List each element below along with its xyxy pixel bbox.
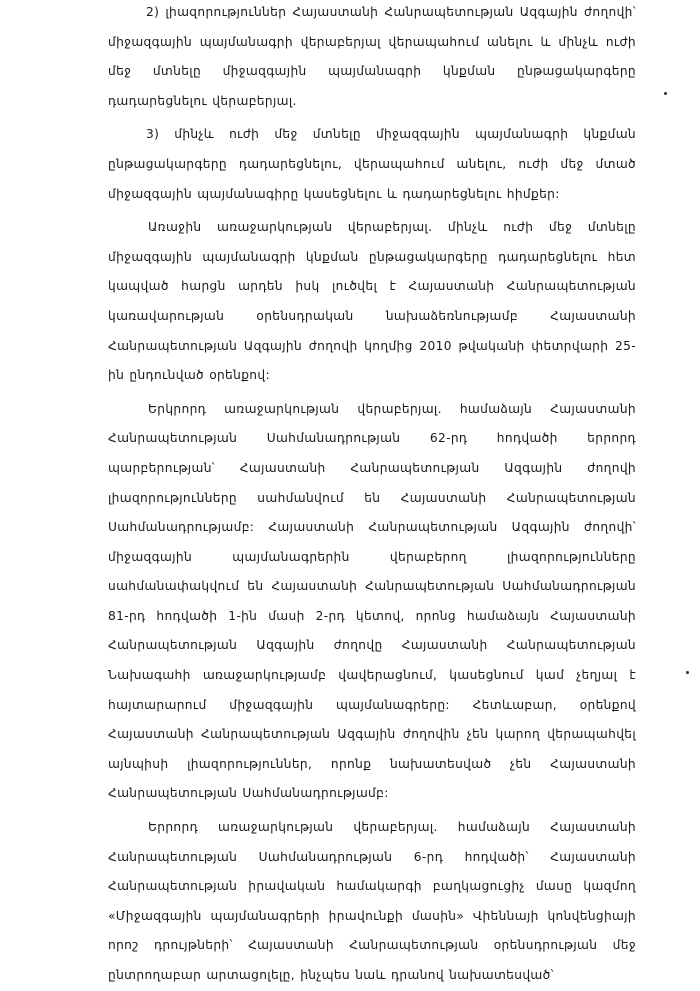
paragraph-item-3: 3) մինչև ուժի մեջ մտնելը միջազգային պայմանագրի կնքման ընթացակարգերը դադարեցնելու, վերապահում անելու, ուժի մեջ մտած միջազգային պայմանագիրը կասեցնելու և դադարեցնելու հիմքեր: (108, 127, 636, 201)
paragraph-second-proposal: Երկրորդ առաջարկության վերաբերյալ. համաձայն Հայաստանի Հանրապետության Սահմանադրության 62-րդ հոդվածի երրորդ պարբերության՝ Հայաստանի Հանրապետության Ազգային ժողովի լիազորությունները սահմանվում են Հայաստանի Հանրապետության Սահմանադրությամբ: Հայաստանի Հանրապետության Ազգային ժողովի՝ միջազգային պայմանագրերին վերաբերող լիազորությունները սահմանափակվում են Հայաստանի Հանրապետության Սահմանադրության 81-րդ հոդվածի 1-ին մասի 2-րդ կետով, որոնց համաձայն Հայաստանի Հանրապետության Ազգային ժողովը Հայաստանի Հանրապետության Նախագահի առաջարկությամբ վավերացնում, կասեցնում կամ չեղյալ է հայտարարում միջազգային պայմանագրերը: Հետևաբար, օրենքով Հայաստանի Հանրապետության Ազգային ժողովին չեն կարող վերապահվել այնպիսի լիազորություններ, որոնք նախատեսված չեն Հայաստանի Հանրապետության Սահմանադրությամբ: (108, 401, 636, 801)
paragraph-first-proposal: Առաջին առաջարկության վերաբերյալ. մինչև ուժի մեջ մտնելը միջազգային պայմանագրի կնքման ընթացակարգերը դադարեցնելու հետ կապված հարցն արդեն իսկ լուծվել է Հայաստանի Հանրապետության կառավարության օրենսդրական նախաձեռնությամբ Հայաստանի Հանրապետության Ազգային ժողովի կողմից 2010 թվականի փետրվարի 25-ին ընդունված օրենքով: (108, 220, 636, 383)
document-body (108, 0, 636, 991)
scan-speck (686, 671, 689, 674)
scan-speck (664, 92, 667, 95)
paragraph-item-2: 2) լիազորություններ Հայաստանի Հանրապետության Ազգային ժողովի՝ միջազգային պայմանագրի վերաբերյալ վերապահում անելու և մինչև ուժի մեջ մտնելը միջազգային պայմանագրի կնքման ընթացակարգերը դադարեցնելու վերաբերյալ. (108, 5, 636, 108)
paragraph-third-proposal: Երրորդ առաջարկության վերաբերյալ. համաձայն Հայաստանի Հանրապետության Սահմանադրության 6-րդ հոդվածի՝ Հայաստանի Հանրապետության իրավական համակարգի բաղկացուցիչ մասը կազմող «Միջազգային պայմանագրերի իրավունքի մասին» Վիեննայի կոնվենցիայի որոշ դրույթների՝ Հայաստանի Հանրապետության օրենսդրության մեջ ընտրողաբար արտացոլելը, ինչպես նաև դրանով նախատեսված՝ (108, 820, 636, 982)
